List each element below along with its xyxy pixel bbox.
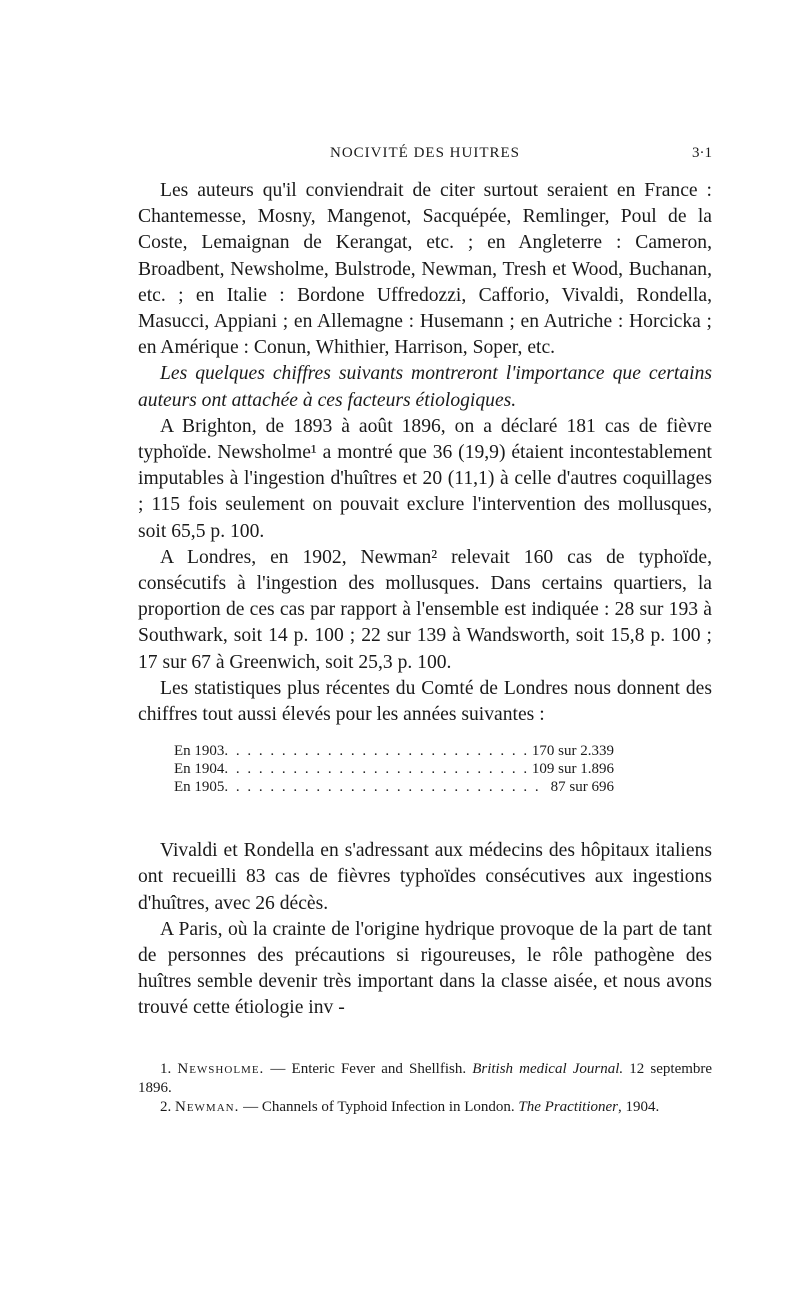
stat-value: 109 sur 1.896	[531, 761, 614, 778]
footnote-title: — Enteric Fever and Shellfish.	[270, 1061, 467, 1077]
footnote-author: Newsholme.	[177, 1061, 265, 1077]
leader-dots	[224, 760, 527, 778]
paragraph-intro-italic: Les quelques chiffres suivants montreront l'importance que certains auteurs ont attachée à ces facteurs étiologiques.	[138, 363, 712, 411]
stat-value: 170 sur 2.339	[531, 743, 614, 760]
footnote-marker: 2.	[160, 1099, 172, 1115]
stat-row	[174, 760, 614, 778]
stat-year: En 1905	[174, 779, 225, 796]
page-number: 3·1	[692, 145, 712, 161]
stat-value: 87 sur 696	[550, 779, 614, 796]
running-head	[138, 145, 712, 167]
footnote	[138, 1060, 712, 1098]
running-head-title: NOCIVITÉ DES HUITRES	[330, 145, 520, 161]
footnote-source: British medical Journal.	[472, 1061, 624, 1077]
footnote-source: The Practitioner	[518, 1099, 618, 1115]
statistics-table	[174, 742, 614, 796]
paragraph-italy: Vivaldi et Rondella en s'adressant aux médecins des hôpitaux italiens ont recueilli 83 cas de fièvres typhoïdes consécutives aux ingestions d'huîtres, avec 26 décès.	[138, 840, 712, 914]
body-text	[138, 178, 712, 1022]
stat-row	[174, 778, 614, 796]
spacer	[138, 808, 712, 838]
stat-row	[174, 742, 614, 760]
footnote-date: 12 septembre 1896.	[138, 1061, 713, 1096]
paragraph-paris: A Paris, où la crainte de l'origine hydrique provoque de la part de tant de personnes des précautions si rigoureuses, le rôle pathogène des huîtres semble devenir très important dans la classe aisée, et nous avons trouvé cette étiologie inv -	[138, 918, 712, 1019]
footnotes	[138, 1060, 712, 1117]
footnote-marker: 1.	[160, 1061, 172, 1077]
leader-dots	[224, 742, 527, 760]
stat-year: En 1904	[174, 761, 225, 778]
leader-dots	[224, 778, 546, 796]
paragraph-authors: Les auteurs qu'il conviendrait de citer surtout seraient en France : Chantemesse, Mosny, Mangenot, Sacquépée, Remlinger, Poul de la Coste, Lemaignan de Kerangat, etc. ; en Angleterre : Cameron, Broadbent, Newsholme, Bulstrode, Newman, Tresh et Wood, Buchanan, etc. ; en Italie : Bordone Uffredozzi, Cafforio, Vivaldi, Rondella, Masucci, Appiani ; en Allemagne : Husemann ; en Autriche : Horcicka ; en Amérique : Conun, Whithier, Harrison, Soper, etc.	[138, 180, 712, 359]
paragraph-brighton: A Brighton, de 1893 à août 1896, on a déclaré 181 cas de fièvre typhoïde. Newsholme¹ a montré que 36 (19,9) étaient incontestablement imputables à l'ingestion d'huîtres et 20 (11,1) à celle d'autres coquillages ; 115 fois seulement on pouvait exclure l'intervention des mollusques, soit 65,5 p. 100.	[138, 415, 712, 542]
paragraph-london: A Londres, en 1902, Newman² relevait 160 cas de typhoïde, consécutifs à l'ingestion des mollusques. Dans certains quartiers, la proportion de ces cas par rapport à l'ensemble est indiquée : 28 sur 193 à Southwark, soit 14 p. 100 ; 22 sur 139 à Wandsworth, soit 15,8 p. 100 ; 17 sur 67 à Greenwich, soit 25,3 p. 100.	[138, 546, 712, 673]
footnote-date: , 1904.	[618, 1099, 660, 1115]
footnote	[138, 1098, 712, 1117]
footnote-title: — Channels of Typhoid Infection in London.	[243, 1099, 515, 1115]
footnote-author: Newman.	[175, 1099, 240, 1115]
paragraph-stats-intro: Les statistiques plus récentes du Comté de Londres nous donnent des chiffres tout aussi élevés pour les années suivantes :	[138, 677, 712, 726]
stat-year: En 1903	[174, 743, 225, 760]
